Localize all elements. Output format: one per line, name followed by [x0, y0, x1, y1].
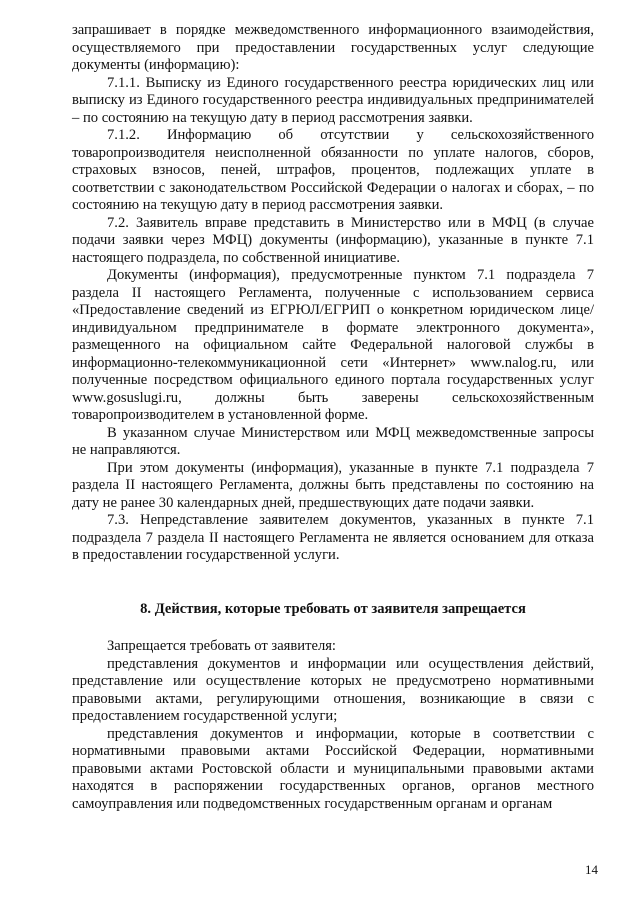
paragraph-intro: запрашивает в порядке межведомственного информационного взаимодействия, осуществляемого при предоставлении государственных услуг следующие документы (информацию): [72, 22, 594, 73]
paragraph-prohibited-intro: Запрещается требовать от заявителя: [107, 638, 336, 654]
paragraph-prohibited-1: представления документов и информации или осуществления действий, представление или осуществление которых не предусмотрено нормативными правовыми актами, регулирующими отношения, возникающие в связи с предоставлением государственной услуги; [72, 655, 594, 724]
page-number: 14 [585, 862, 598, 877]
paragraph-7-1-1: 7.1.1. Выписку из Единого государственного реестра юридических лиц или выписку из Единого государственного реестра индивидуальных предпринимателей – по состоянию на текущую дату в период рассмотрения заявки. [72, 74, 594, 126]
section-heading: 8. Действия, которые требовать от заявителя запрещается [140, 600, 526, 617]
paragraph-no-requests: В указанном случае Министерством или МФЦ межведомственные запросы не направляются. [72, 424, 594, 458]
paragraph-7-2: 7.2. Заявитель вправе представить в Министерство или в МФЦ (в случае подачи заявки через МФЦ) документы (информацию), указанные в пункте 7.1 настоящего подраздела, по собственной инициативе. [72, 214, 594, 266]
document-body [72, 22, 594, 813]
paragraph-prohibited-2: представления документов и информации, которые в соответствии с нормативными правовыми актами Российской Федерации, нормативными правовыми актами Ростовской области и муниципальными правовыми актами находятся в распоряжении государственных органов, органов местного самоуправления или подведомственных государственным органам и органам [72, 725, 594, 812]
paragraph-7-1-2: 7.1.2. Информацию об отсутствии у сельскохозяйственного товаропроизводителя неисполненной обязанности по уплате налогов, сборов, страховых взносов, пеней, штрафов, процентов, подлежащих уплате в соответствии с законодательством Российской Федерации о налогах и сборах, – по состоянию на текущую дату в период рассмотрения заявки. [72, 127, 594, 213]
paragraph-30-days: При этом документы (информация), указанные в пункте 7.1 подраздела 7 раздела II настоящего Регламента, должны быть представлены по состоянию на дату не ранее 30 календарных дней, предшествующих дате подачи заявки. [72, 459, 594, 511]
paragraph-7-3: 7.3. Непредставление заявителем документов, указанных в пункте 7.1 подраздела 7 раздела II настоящего Регламента не является основанием для отказа в предоставлении государственной услуги. [72, 512, 594, 563]
paragraph-documents-info: Документы (информация), предусмотренные пунктом 7.1 подраздела 7 раздела II настоящего Регламента, полученные с использованием сервиса «Предоставление сведений из ЕГРЮЛ/ЕГРИП о конкретном юридическом лице/индивидуальном предпринимателе в формате электронного документа», размещенного на официальном сайте Федеральной налоговой службы в информационно-телекоммуникационной сети «Интернет» www.nalog.ru, или полученные посредством официального единого портала государственных услуг www.gosuslugi.ru, должны быть заверены сельскохозяйственным товаропроизводителем в установленной форме. [72, 267, 594, 423]
